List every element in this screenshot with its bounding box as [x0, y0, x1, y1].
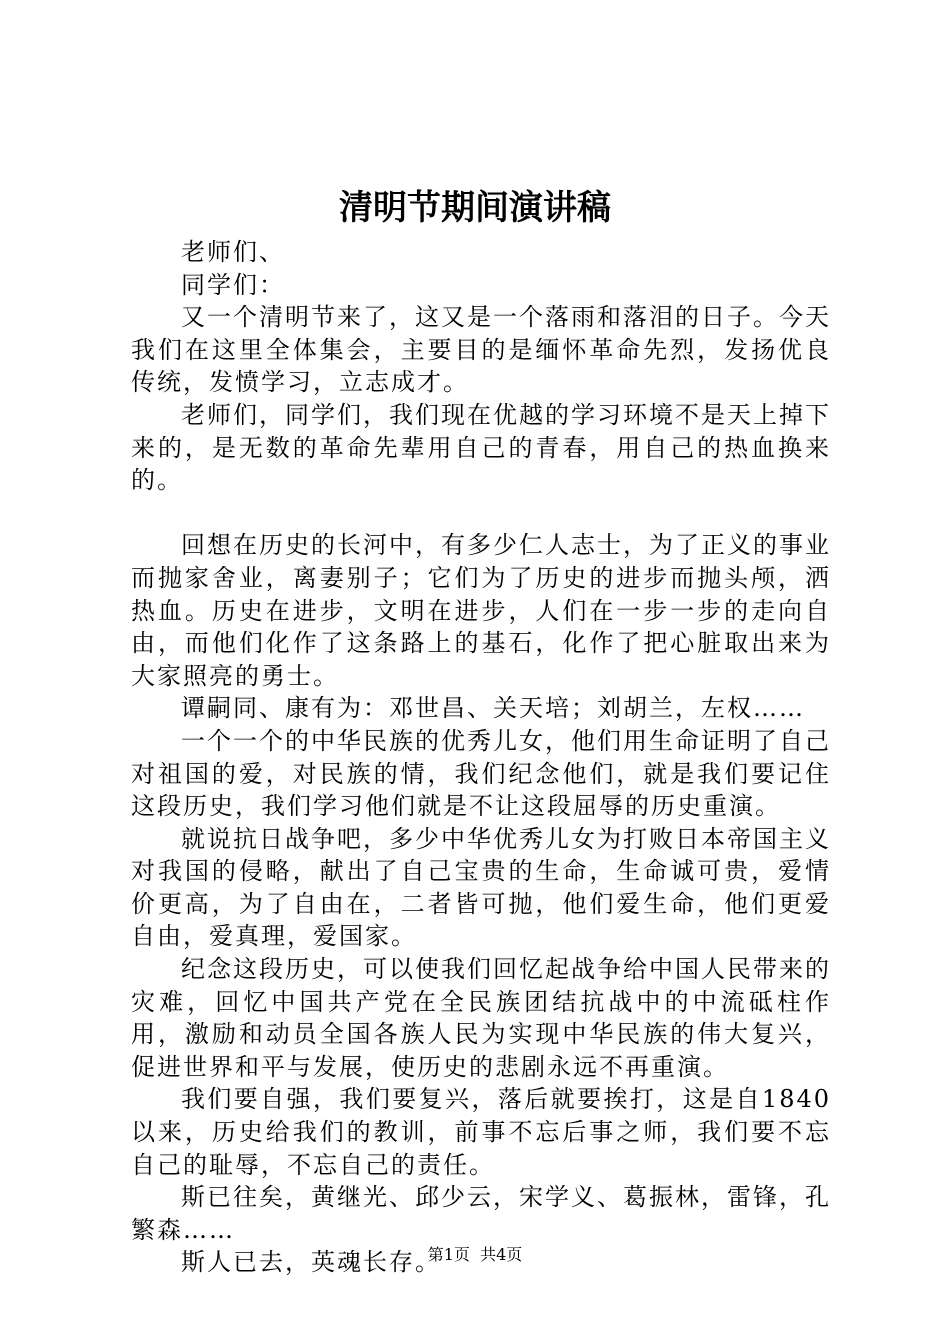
- paragraph: 斯人已去，英魂长存。: [181, 1248, 441, 1277]
- paragraph: 我们要自强，我们要复兴，落后就要挨打，这是自1840以来，历史给我们的教训，前事不忘后事之师，我们要不忘自己的耻辱，不忘自己的责任。: [131, 1085, 831, 1179]
- paragraph: 纪念这段历史，可以使我们回忆起战争给中国人民带来的灾难，回忆中国共产党在全民族团结抗战中的中流砥柱作用，激励和动员全国各族人民为实现中华民族的伟大复兴，促进世界和平与发展，使历史的悲剧永远不再重演。: [131, 955, 831, 1081]
- paragraph: 一个一个的中华民族的优秀儿女，他们用生命证明了自己对祖国的爱，对民族的情，我们纪念他们，就是我们要记住这段历史，我们学习他们就是不让这段屈辱的历史重演。: [131, 726, 831, 821]
- paragraph: 谭嗣同、康有为：邓世昌、关天培；刘胡兰，左权……: [181, 694, 805, 723]
- blank-line: [131, 497, 831, 530]
- paragraph: 回想在历史的长河中，有多少仁人志士，为了正义的事业而抛家舍业，离妻别子；它们为了历史的进步而抛头颅，洒热血。历史在进步，文明在进步，人们在一步一步的走向自由，而他们化作了这条路上的基石，化作了把心脏取出来为大家照亮的勇士。: [131, 531, 831, 690]
- footer-separator: [470, 1245, 480, 1264]
- page-total: 共4页: [480, 1245, 523, 1264]
- paragraph-salutation-students: 同学们：: [181, 270, 285, 299]
- paragraph: 又一个清明节来了，这又是一个落雨和落泪的日子。今天我们在这里全体集会，主要目的是缅怀革命先烈，发扬优良传统，发愤学习，立志成才。: [131, 303, 831, 397]
- paragraph: 斯已往矣，黄继光、邱少云，宋学义、葛振林，雷锋，孔繁森……: [131, 1183, 831, 1244]
- document-body: [131, 236, 831, 1279]
- paragraph: 就说抗日战争吧，多少中华优秀儿女为打败日本帝国主义对我国的侵略，献出了自己宝贵的生命，生命诚可贵，爱情价更高，为了自由在，二者皆可抛，他们爱生命，他们更爱自由，爱真理，爱国家。: [131, 824, 831, 951]
- paragraph: 老师们，同学们，我们现在优越的学习环境不是天上掉下来的，是无数的革命先辈用自己的青春，用自己的热血换来的。: [131, 400, 831, 495]
- paragraph-salutation-teachers: 老师们、: [181, 238, 285, 266]
- document-title: 清明节期间演讲稿: [339, 188, 611, 228]
- page-number: 第1页: [427, 1245, 470, 1264]
- page-footer: [0, 1244, 950, 1266]
